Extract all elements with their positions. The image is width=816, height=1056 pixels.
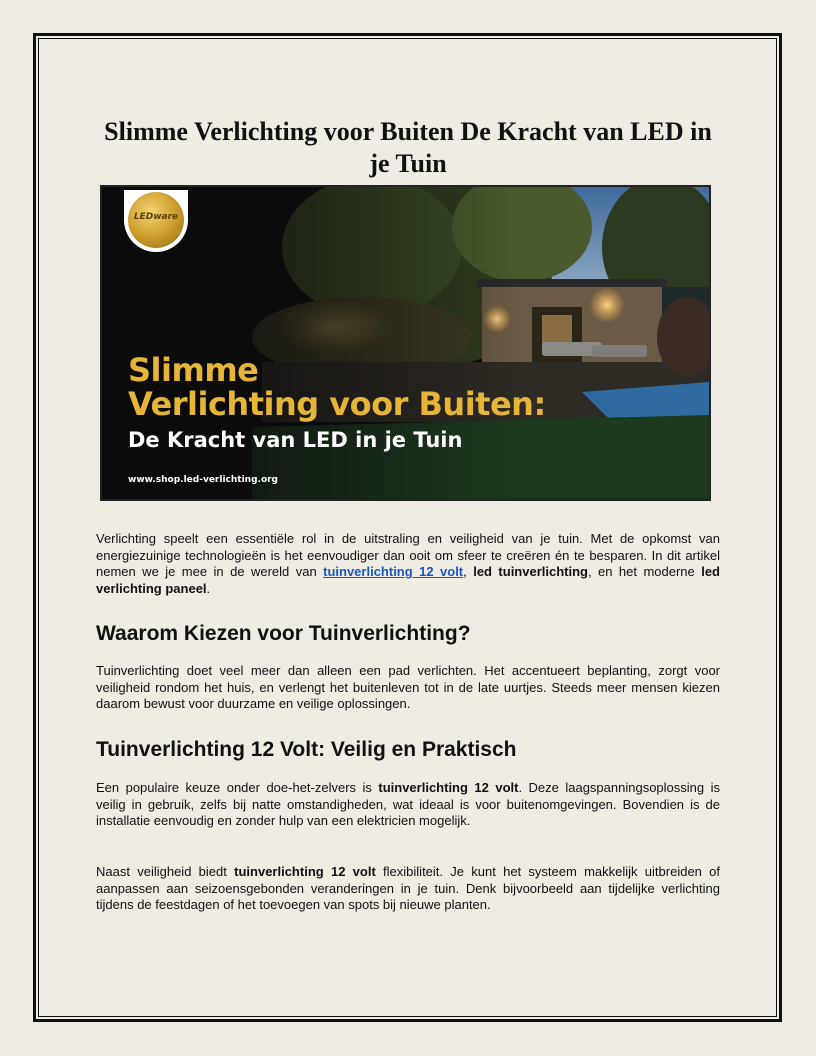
s2-p1-bold: tuinverlichting 12 volt <box>378 780 519 795</box>
s2-p2-text-2: flexibiliteit. Je kunt het systeem makkelijk uitbreiden of aanpassen aan seizoensgebonden veranderingen in je tuin. Denk bijvoorbeeld aan tijdelijke verlichting tijdens de feestdagen of het toevoegen van spots bij nieuwe planten. <box>96 864 720 912</box>
intro-text-2: , <box>463 564 474 579</box>
intro-bold-1: led tuinverlichting <box>473 564 588 579</box>
intro-text-3: , en het moderne <box>587 564 702 579</box>
ledware-logo <box>124 190 188 252</box>
section-2-paragraph-2 <box>96 864 720 914</box>
intro-bold-2: led verlichting paneel <box>96 564 720 596</box>
section-2-heading: Tuinverlichting 12 Volt: Veilig en Praktisch <box>96 738 517 761</box>
section-1-paragraph: Tuinverlichting doet veel meer dan alleen een pad verlichten. Het accentueert beplanting, zorgt voor veiligheid rondom het huis, en verlengt het buitenleven tot in de late uurtjes. Steeds meer mensen kiezen daarom bewust voor duurzame en veilige oplossingen. <box>96 663 720 711</box>
s2-p1-text-2: . Deze laagspanningsoplossing is veilig in gebruik, zelfs bij natte omstandigheden, wat ideaal is voor buitenomgevingen. Bovendien is de installatie eenvoudig en zonder hulp van een elektricien mogelijk. <box>96 780 720 828</box>
logo-text: LEDware <box>133 212 179 222</box>
hero-image <box>100 185 711 501</box>
intro-text-4: . <box>206 580 211 596</box>
s2-p1-text-1: Een populaire keuze onder doe-het-zelvers is <box>96 780 379 795</box>
s2-p2-bold: tuinverlichting 12 volt <box>234 864 376 879</box>
tuinverlichting-12-volt-link[interactable]: tuinverlichting 12 volt <box>323 564 464 579</box>
section-2-paragraph-1 <box>96 780 720 830</box>
intro-paragraph <box>96 531 720 597</box>
hero-url: www.shop.led-verlichting.org <box>128 475 279 485</box>
section-1-heading: Waarom Kiezen voor Tuinverlichting? <box>96 622 471 645</box>
hero-line-3: De Kracht van LED in je Tuin <box>128 428 463 452</box>
intro-text-1: Verlichting speelt een essentiële rol in de uitstraling en veiligheid van je tuin. Met de opkomst van energiezuinige technologieën is het eenvoudiger dan ooit om sfeer te creëren én te besparen. In dit artikel nemen we je mee in de wereld van <box>96 531 720 579</box>
s2-p2-text-1: Naast veiligheid biedt <box>96 864 235 879</box>
hero-line-1: Slimme <box>128 351 259 389</box>
hero-line-2: Verlichting voor Buiten: <box>128 385 546 423</box>
hero-headline <box>128 353 546 455</box>
document-title: Slimme Verlichting voor Buiten De Kracht van LED in je Tuin <box>104 117 712 178</box>
